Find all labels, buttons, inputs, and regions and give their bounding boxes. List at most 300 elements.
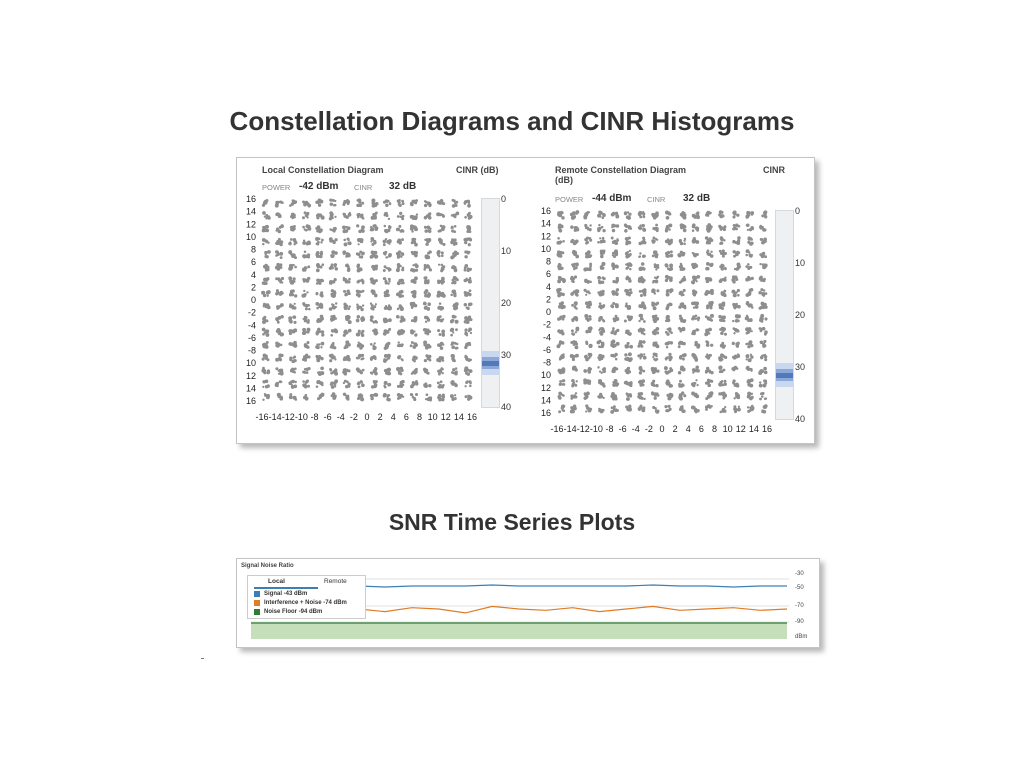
constellation-point [746, 301, 754, 309]
constellation-point [450, 380, 458, 387]
constellation-point [410, 329, 418, 336]
constellation-point [302, 200, 311, 207]
constellation-point [397, 393, 404, 400]
constellation-point [329, 199, 336, 207]
y-tick-label: 12 [245, 219, 256, 230]
constellation-point [679, 405, 686, 413]
constellation-point [746, 354, 754, 363]
constellation-point [745, 315, 753, 322]
constellation-point [761, 210, 767, 218]
remote-y-ticks [541, 206, 551, 418]
constellation-plots [237, 158, 814, 443]
constellation-point [423, 302, 431, 311]
x-tick-label: 8 [416, 412, 423, 422]
constellation-point [651, 302, 659, 311]
constellation-point [705, 367, 714, 375]
constellation-point [261, 367, 270, 375]
constellation-point [397, 380, 405, 388]
x-tick-label: 6 [403, 412, 409, 422]
constellation-point [466, 225, 471, 233]
constellation-point [315, 199, 323, 207]
constellation-point [719, 249, 727, 257]
constellation-point [597, 211, 606, 219]
constellation-point [452, 302, 458, 310]
constellation-point [262, 393, 270, 401]
local-cinr-histogram [481, 198, 500, 408]
local-cinr-label: CINR [354, 183, 373, 192]
x-tick-label: 14 [453, 412, 464, 422]
constellation-point [745, 249, 753, 258]
constellation-point [585, 250, 592, 258]
constellation-point [330, 289, 336, 298]
constellation-point [331, 392, 337, 400]
constellation-point [600, 262, 606, 270]
constellation-point [718, 315, 726, 322]
x-tick-label: 6 [698, 424, 704, 434]
constellation-point [705, 277, 712, 283]
constellation-point [452, 199, 459, 208]
local-cinr-header: CINR (dB) [456, 165, 499, 175]
constellation-point [610, 405, 619, 414]
constellation-point [383, 277, 391, 285]
constellation-point [370, 315, 378, 323]
constellation-point [423, 276, 429, 284]
y-tick-label: -4 [542, 332, 551, 343]
constellation-point [691, 353, 698, 362]
constellation-point [383, 318, 392, 324]
constellation-point [370, 277, 378, 284]
constellation-point [759, 276, 766, 283]
constellation-point [464, 380, 471, 387]
constellation-point [383, 251, 392, 259]
constellation-point [275, 200, 284, 207]
legend-interference: Interference + Noise -74 dBm [264, 600, 347, 606]
constellation-point [572, 250, 579, 259]
constellation-point [718, 366, 725, 374]
constellation-point [678, 327, 685, 333]
constellation-point [356, 250, 365, 258]
constellation-point [625, 405, 632, 412]
constellation-point [584, 279, 592, 284]
hist-tick-label: 10 [501, 246, 512, 256]
constellation-point [302, 239, 311, 245]
constellation-point [410, 199, 418, 206]
constellation-point [745, 327, 753, 334]
constellation-point [330, 250, 338, 258]
tab-local[interactable]: Local [268, 578, 285, 585]
constellation-point [677, 251, 685, 258]
remote-constellation-points [556, 210, 768, 414]
constellation-point [437, 199, 445, 205]
legend-noise-floor: Noise Floor -94 dBm [264, 609, 323, 615]
constellation-point [692, 252, 699, 257]
remote-hist-band-peak [776, 373, 793, 378]
constellation-point [759, 379, 767, 387]
constellation-point [316, 279, 324, 285]
constellation-point [624, 211, 632, 220]
constellation-point [732, 353, 740, 359]
constellation-point [451, 354, 456, 362]
constellation-point [557, 211, 565, 220]
constellation-point [559, 353, 565, 360]
constellation-point [652, 224, 658, 233]
constellation-point [411, 251, 418, 258]
constellation-point [759, 302, 768, 310]
constellation-point [302, 224, 311, 231]
x-tick-label: -14 [563, 424, 577, 434]
remote-power-label: POWER [555, 195, 584, 204]
constellation-point [397, 279, 405, 286]
constellation-point [437, 329, 445, 337]
local-hist-band-peak [482, 361, 499, 366]
constellation-point [598, 327, 605, 336]
constellation-point [423, 382, 431, 388]
constellation-point [721, 290, 727, 298]
y-tick-label: 6 [545, 269, 551, 280]
constellation-point [691, 379, 699, 387]
constellation-point [424, 226, 432, 234]
constellation-point [610, 327, 619, 335]
constellation-point [706, 223, 713, 233]
hist-tick-label: 40 [795, 414, 806, 424]
constellation-point [692, 211, 700, 219]
constellation-point [288, 264, 297, 271]
constellation-point [450, 290, 456, 298]
x-tick-label: -16 [255, 412, 269, 422]
constellation-point [624, 352, 633, 362]
legend-signal-swatch [254, 591, 260, 597]
constellation-point [262, 199, 269, 207]
hist-tick-label: 40 [501, 402, 512, 412]
constellation-point [342, 226, 350, 234]
constellation-point [610, 353, 617, 361]
y-tick-label: 14 [245, 206, 256, 217]
constellation-point [692, 237, 700, 244]
constellation-point [302, 265, 310, 271]
constellation-point [625, 237, 631, 246]
constellation-point [275, 315, 284, 324]
constellation-point [451, 367, 458, 375]
constellation-point [424, 289, 431, 298]
constellation-point [612, 277, 619, 284]
legend-noise-floor-swatch [254, 609, 260, 615]
constellation-point [345, 315, 352, 324]
constellation-point [410, 263, 419, 272]
snr-legend [247, 575, 366, 619]
constellation-point [705, 353, 712, 359]
constellation-point [557, 315, 565, 321]
constellation-point [583, 263, 592, 272]
constellation-point [464, 277, 472, 284]
constellation-point [624, 224, 632, 233]
constellation-point [397, 329, 405, 336]
constellation-point [584, 236, 592, 244]
constellation-point [424, 354, 432, 362]
constellation-point [760, 340, 767, 348]
constellation-point [411, 316, 417, 323]
constellation-point [423, 368, 430, 375]
constellation-point [330, 328, 338, 336]
constellation-point [679, 289, 686, 297]
constellation-point [747, 392, 754, 401]
remote-title-unit: (dB) [555, 175, 573, 185]
constellation-point [571, 316, 578, 322]
constellation-point [275, 224, 283, 233]
constellation-point [450, 394, 457, 401]
constellation-point [396, 225, 405, 233]
constellation-point [275, 277, 284, 284]
legend-signal: Signal -43 dBm [264, 591, 308, 597]
constellation-point [639, 366, 646, 375]
constellation-point [410, 213, 418, 220]
constellation-point [317, 366, 324, 376]
constellation-point [276, 303, 284, 310]
constellation-point [718, 225, 726, 231]
constellation-point [383, 354, 391, 363]
constellation-point [277, 393, 283, 401]
constellation-point [705, 340, 713, 347]
constellation-point [262, 238, 270, 245]
remote-power-value: -44 dBm [592, 193, 632, 204]
constellation-point [624, 342, 633, 349]
constellation-point [733, 405, 741, 413]
constellation-point [691, 405, 700, 413]
constellation-point [396, 263, 404, 272]
constellation-point [424, 212, 432, 219]
constellation-point [638, 327, 646, 335]
constellation-point [570, 392, 577, 400]
constellation-point [679, 238, 686, 246]
constellation-point [611, 367, 618, 374]
y-tick-label: 14 [540, 395, 551, 406]
constellation-point [262, 316, 268, 324]
constellation-point [583, 378, 591, 385]
constellation-point [371, 380, 378, 389]
remote-cinr-value: 32 dB [683, 193, 711, 204]
constellation-point [450, 328, 458, 337]
y-tick-label: 16 [540, 408, 551, 418]
constellation-point [597, 340, 605, 349]
constellation-point [316, 263, 324, 272]
constellation-point [705, 314, 714, 322]
constellation-point [275, 263, 282, 271]
constellation-point [396, 250, 404, 258]
constellation-point [745, 340, 753, 348]
constellation-point [638, 276, 646, 283]
constellation-point [356, 290, 365, 298]
x-tick-label: -16 [550, 424, 564, 434]
constellation-point [262, 225, 269, 233]
constellation-point [464, 366, 473, 375]
constellation-point [411, 276, 418, 284]
constellation-point [383, 328, 391, 336]
constellation-point [625, 262, 632, 270]
constellation-point [290, 225, 296, 231]
constellation-point [678, 391, 686, 400]
y-tick-label: 16 [245, 194, 256, 204]
constellation-point [583, 289, 590, 296]
constellation-point [556, 250, 564, 257]
y-tick-label: 14 [540, 218, 551, 229]
x-tick-label: 14 [748, 424, 759, 434]
constellation-point [558, 405, 565, 414]
constellation-point [263, 264, 270, 272]
constellation-point [383, 393, 391, 401]
constellation-point [584, 314, 591, 322]
x-tick-label: -12 [281, 412, 295, 422]
constellation-point [611, 237, 619, 245]
constellation-point [692, 289, 697, 296]
constellation-point [464, 302, 473, 310]
constellation-point [397, 355, 404, 361]
noise-floor-area [251, 623, 787, 639]
constellation-point [720, 406, 727, 413]
x-tick-label: -8 [310, 412, 319, 422]
constellation-point [302, 302, 310, 310]
constellation-point [664, 366, 673, 375]
constellation-point [423, 264, 432, 272]
x-tick-label: -10 [589, 424, 603, 434]
constellation-point [289, 393, 297, 401]
constellation-point [316, 380, 324, 388]
hist-tick-label: 30 [795, 362, 806, 372]
x-tick-label: -14 [268, 412, 282, 422]
constellation-point [705, 379, 713, 388]
constellation-point [665, 303, 672, 311]
constellation-point [557, 263, 563, 270]
snr-chart-title: Signal Noise Ratio [241, 563, 294, 569]
constellation-point [316, 213, 325, 219]
remote-cinr-histogram [775, 210, 794, 420]
constellation-point [275, 342, 282, 348]
y-tick-label: -2 [247, 307, 256, 318]
constellation-point [612, 249, 618, 258]
constellation-point [651, 211, 659, 219]
constellation-point [437, 367, 444, 375]
constellation-point [570, 275, 577, 283]
constellation-point [275, 212, 281, 218]
constellation-point [625, 367, 631, 375]
constellation-point [691, 275, 700, 284]
constellation-point [275, 289, 284, 296]
constellation-point [665, 379, 673, 387]
constellation-point [424, 238, 431, 246]
constellation-point [464, 264, 473, 272]
local-constellation-points [261, 199, 472, 402]
constellation-point [372, 328, 378, 335]
constellation-point [451, 276, 459, 284]
constellation-point [436, 212, 445, 218]
x-tick-label: 2 [672, 424, 678, 434]
constellation-point [370, 367, 378, 375]
constellation-point [383, 381, 391, 388]
constellation-point [625, 275, 631, 282]
constellation-point [705, 404, 713, 411]
constellation-point [759, 252, 767, 258]
constellation-point [343, 237, 351, 246]
constellation-point [289, 289, 297, 297]
constellation-point [357, 342, 364, 350]
snr-panel [236, 558, 820, 648]
constellation-point [288, 276, 295, 284]
constellation-point [625, 250, 632, 259]
constellation-point [288, 328, 297, 335]
y-tick-label: 6 [250, 257, 256, 268]
constellation-point [746, 366, 753, 372]
constellation-point [652, 341, 659, 348]
constellation-point [397, 341, 404, 347]
constellation-point [276, 328, 284, 337]
constellation-point [570, 289, 579, 296]
constellation-point [410, 302, 418, 309]
constellation-point [371, 212, 378, 220]
constellation-point [651, 391, 660, 399]
y-tick-label: 0 [545, 307, 551, 317]
y-tick-label: -8 [542, 357, 551, 368]
constellation-point [679, 263, 686, 271]
y-tick-label: 2 [545, 294, 551, 305]
constellation-point [665, 250, 673, 258]
constellation-point [651, 367, 660, 374]
x-tick-label: 4 [390, 412, 396, 422]
constellation-point [694, 341, 700, 349]
constellation-point [315, 302, 323, 309]
constellation-point [384, 304, 392, 310]
constellation-point [745, 276, 754, 282]
constellation-point [760, 354, 767, 361]
constellation-point [411, 238, 418, 247]
constellation-point [261, 290, 271, 297]
constellation-point [759, 263, 767, 269]
constellation-point [465, 395, 473, 401]
x-tick-label: -8 [605, 424, 614, 434]
constellation-point [264, 250, 271, 258]
constellation-point [371, 199, 378, 208]
y-tick-label: -2 [542, 319, 551, 330]
constellation-point [436, 250, 443, 257]
constellation-point [303, 394, 309, 401]
constellation-point [665, 327, 673, 336]
constellation-point [611, 212, 619, 219]
constellation-point [343, 355, 351, 362]
constellation-point [583, 392, 589, 400]
constellation-point [583, 211, 590, 220]
constellation-point [705, 391, 713, 400]
constellation-point [329, 368, 338, 376]
constellation-point [678, 380, 685, 388]
constellation-point [342, 368, 350, 375]
constellation-point [638, 301, 646, 309]
constellation-point [584, 353, 592, 362]
x-tick-label: 4 [685, 424, 691, 434]
constellation-point [343, 303, 351, 310]
constellation-point [731, 366, 738, 372]
hist-tick-label: 30 [501, 350, 512, 360]
constellation-point [558, 301, 566, 309]
constellation-point [342, 199, 350, 206]
constellation-point [371, 264, 378, 270]
tab-remote[interactable]: Remote [324, 578, 347, 585]
constellation-point [275, 353, 283, 361]
constellation-point [747, 236, 753, 245]
constellation-point [315, 225, 323, 233]
x-tick-label: 0 [659, 424, 665, 434]
constellation-point [302, 211, 309, 219]
constellation-point [370, 237, 376, 246]
constellation-point [598, 379, 606, 388]
constellation-point [665, 238, 673, 245]
constellation-point [733, 392, 740, 399]
